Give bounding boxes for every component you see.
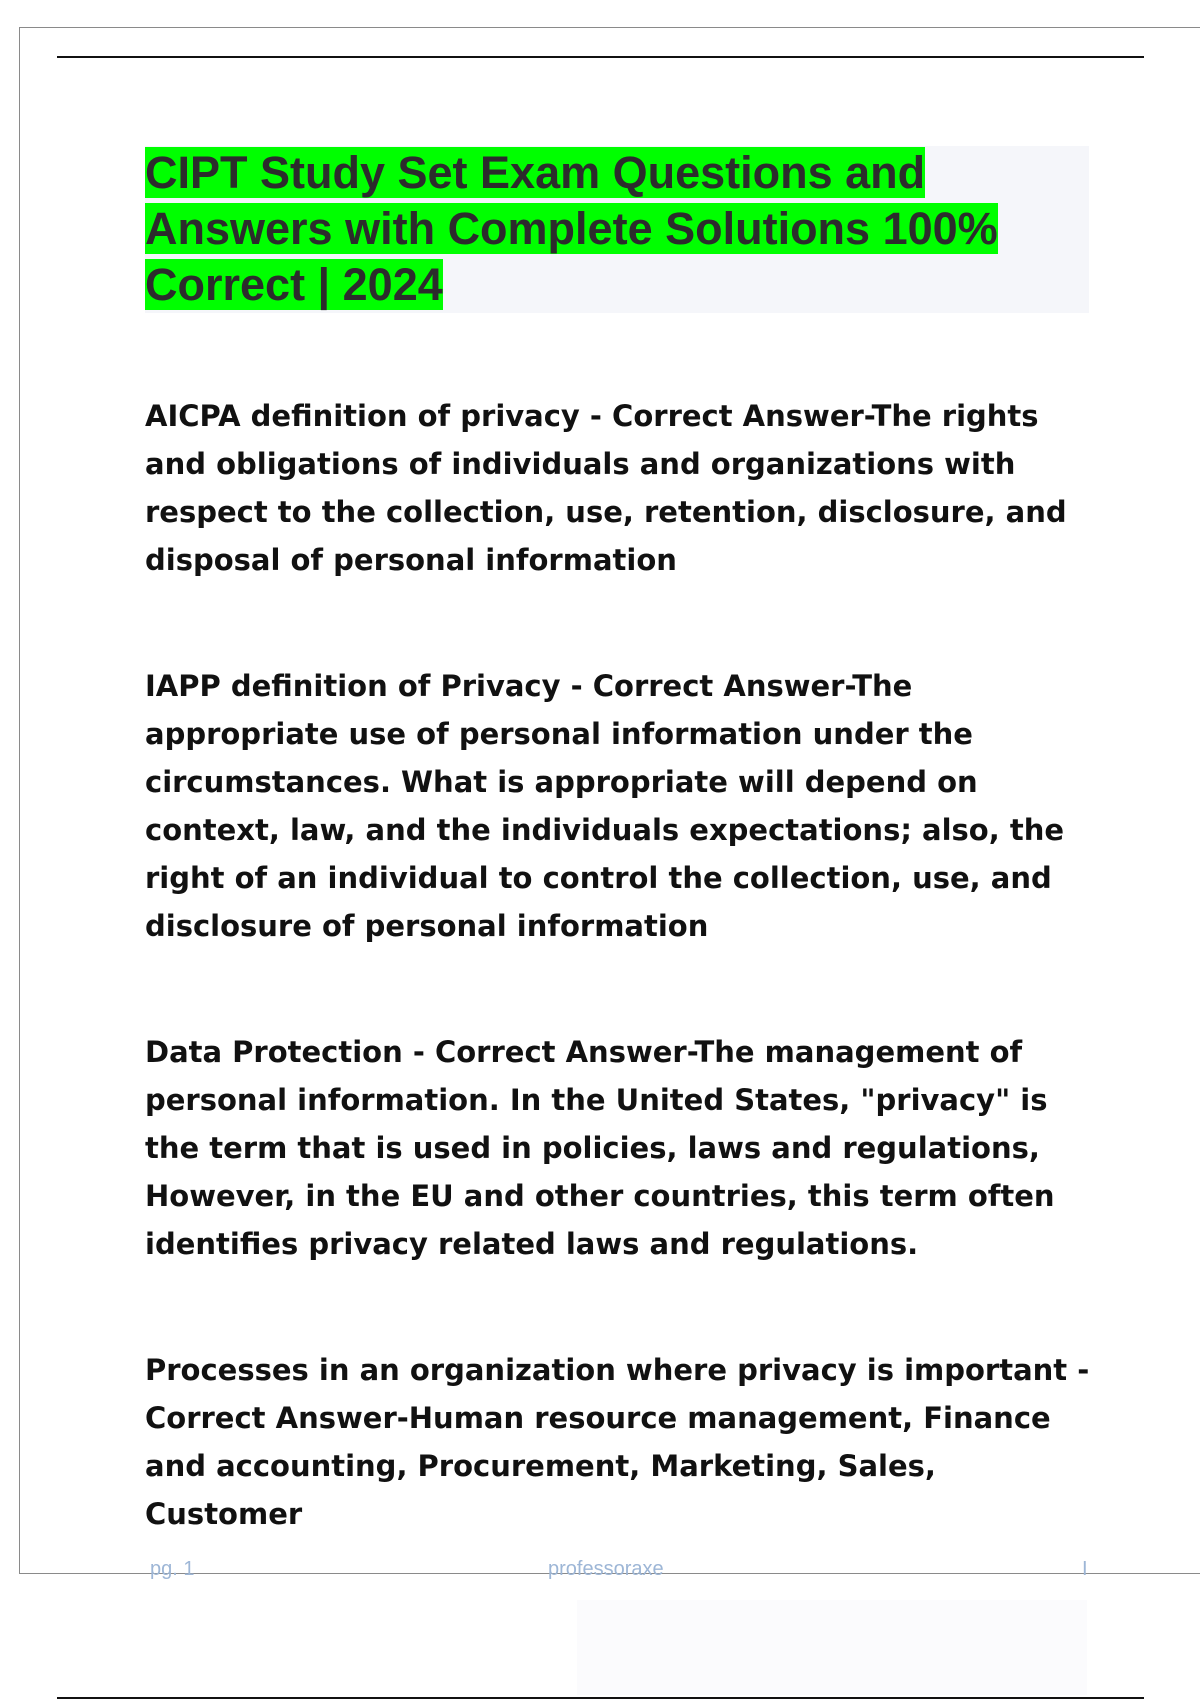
footer-separator: I (1082, 1558, 1088, 1580)
header-rule (57, 56, 1144, 58)
document-title (145, 145, 1085, 313)
qa-entry: Data Protection - Correct Answer-The management of personal information. In the United States, "privacy" is the term that is used in policies, laws and regulations, However, in the EU and other countries, this term often identifies privacy related laws and regulations. (145, 1035, 1055, 1261)
qa-entry: Processes in an organization where privacy is important - Correct Answer-Human resource management, Finance and accounting, Procurement, Marketing, Sales, Customer (145, 1353, 1090, 1531)
footer-author: professoraxe (548, 1558, 664, 1580)
qa-entry: AICPA definition of privacy - Correct Answer-The rights and obligations of individuals and organizations with respect to the collection, use, retention, disclosure, and disposal of personal information (145, 399, 1067, 577)
page-footer (0, 1556, 1200, 1586)
bottom-rule (57, 1697, 1144, 1699)
background-block (577, 1600, 1087, 1695)
footer-page-number: pg. 1 (150, 1558, 195, 1580)
qa-entry: IAPP definition of Privacy - Correct Answer-The appropriate use of personal information under the circumstances. What is appropriate will depend on context, law, and the individuals expectations; also, the right of an individual to control the collection, use, and disclosure of personal information (145, 669, 1065, 943)
qa-entries (145, 392, 1095, 1616)
title-highlight: CIPT Study Set Exam Questions and Answers with Complete Solutions 100% Correct | 2024 (145, 147, 998, 310)
